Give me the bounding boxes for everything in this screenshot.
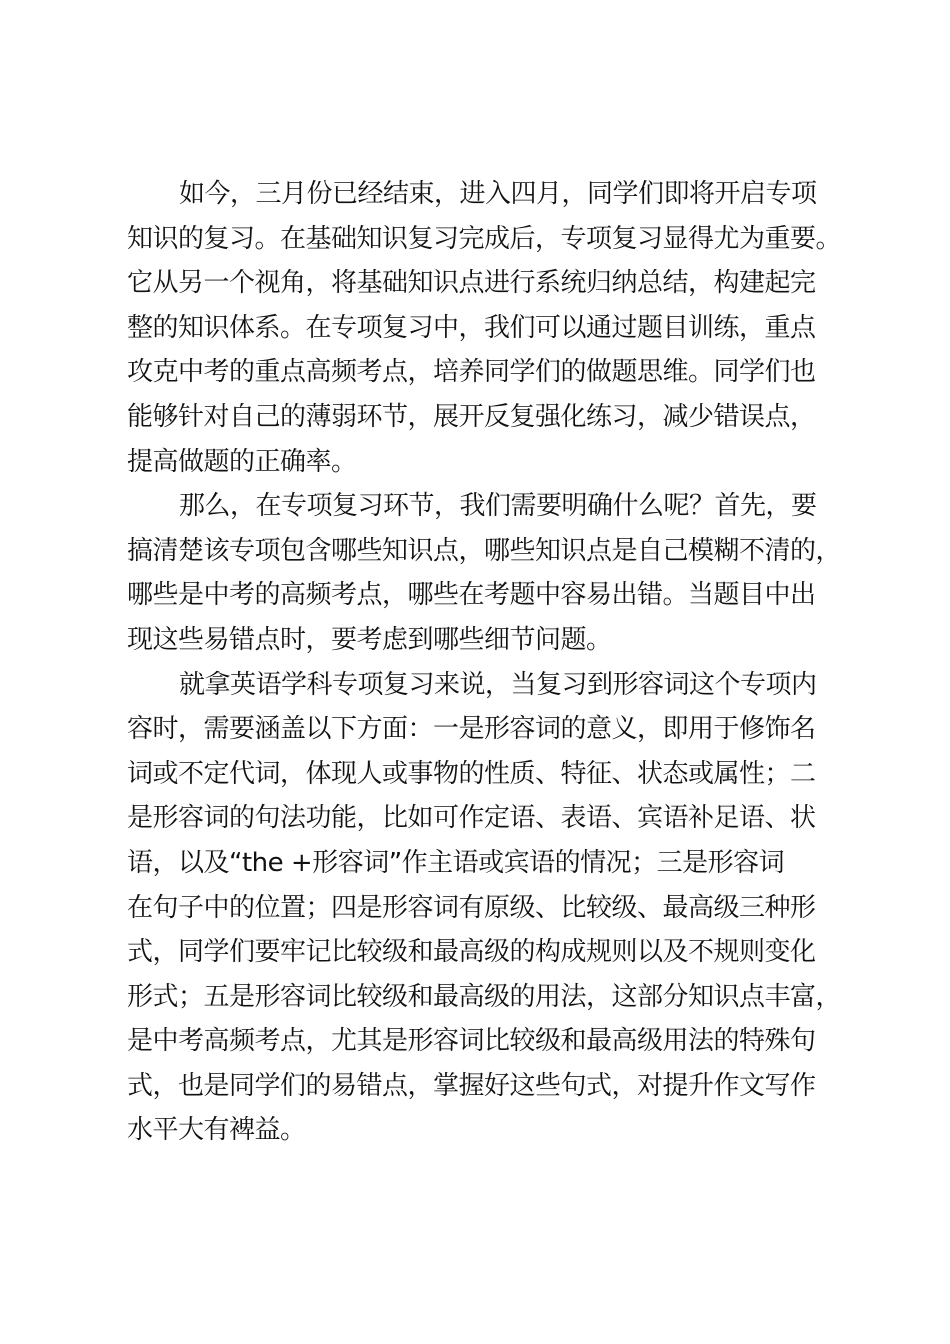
text-line: 式，同学们要牢记比较级和最高级的构成规则以及不规则变化 <box>127 937 816 968</box>
text-line: 容时，需要涵盖以下方面：一是形容词的意义，即用于修饰名 <box>127 714 816 745</box>
text-line: 那么，在专项复习环节，我们需要明确什么呢？首先，要 <box>179 491 817 522</box>
text-line: 式，也是同学们的易错点，掌握好这些句式，对提升作文写作 <box>127 1070 816 1101</box>
text-line: 语，以及“the +形容词”作主语或宾语的情况；三是形容词 <box>127 847 785 878</box>
text-line: 哪些是中考的高频考点，哪些在考题中容易出错。当题目中出 <box>127 580 816 611</box>
text-line: 提高做题的正确率。 <box>127 446 357 477</box>
text-line: 水平大有裨益。 <box>127 1115 306 1146</box>
text-line: 知识的复习。在基础知识复习完成后，专项复习显得尤为重要。 <box>127 223 842 254</box>
text-line: 攻克中考的重点高频考点，培养同学们的做题思维。同学们也 <box>127 357 816 388</box>
text-line: 词或不定代词，体现人或事物的性质、特征、状态或属性；二 <box>127 758 816 789</box>
text-line: 是形容词的句法功能，比如可作定语、表语、宾语补足语、状 <box>127 803 816 834</box>
text-line: 它从另一个视角，将基础知识点进行系统归纳总结，构建起完 <box>127 268 816 299</box>
paragraph-3 <box>127 663 842 1154</box>
article-body <box>127 172 842 1153</box>
text-line: 形式；五是形容词比较级和最高级的用法，这部分知识点丰富， <box>127 981 842 1012</box>
text-line: 能够针对自己的薄弱环节，展开反复强化练习，减少错误点， <box>127 401 816 432</box>
text-line: 在句子中的位置；四是形容词有原级、比较级、最高级三种形 <box>127 892 816 923</box>
paragraph-1 <box>127 172 842 484</box>
text-line: 搞清楚该专项包含哪些知识点，哪些知识点是自己模糊不清的， <box>127 535 842 566</box>
text-line: 如今，三月份已经结束，进入四月，同学们即将开启专项 <box>179 179 817 209</box>
text-line: 现这些易错点时，要考虑到哪些细节问题。 <box>127 624 612 655</box>
text-line: 是中考高频考点，尤其是形容词比较级和最高级用法的特殊句 <box>127 1026 816 1057</box>
paragraph-2 <box>127 484 842 662</box>
text-line: 就拿英语学科专项复习来说，当复习到形容词这个专项内 <box>179 669 817 700</box>
text-line: 整的知识体系。在专项复习中，我们可以通过题目训练，重点 <box>127 312 816 343</box>
